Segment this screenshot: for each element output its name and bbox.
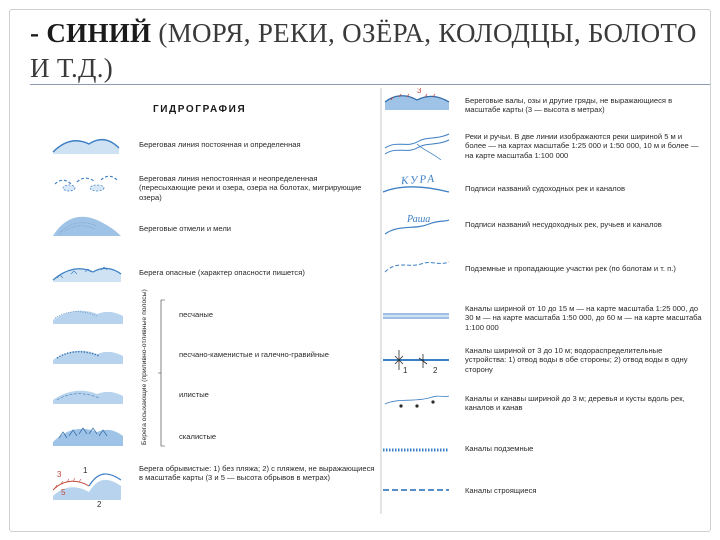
legend-left-1: Береговая линия постоянная и определенная	[139, 140, 301, 149]
legend-right-4: Подписи названий несудоходных рек, ручьев и каналов	[465, 220, 662, 229]
label-rasha: Раша	[407, 214, 431, 225]
label-cliff-h5: 5	[61, 488, 66, 497]
label-cliff-2: 2	[97, 500, 102, 509]
symbol-canal-wide	[383, 314, 449, 318]
legend-left-9: Берега обрывистые: 1) без пляжа; 2) с пляжем, не выражающиеся в масштабе карты (3 и 5 — высота обрывов в метрах)	[139, 464, 375, 483]
symbol-ditch	[385, 396, 449, 408]
symbol-rivers	[385, 134, 449, 160]
symbol-sandy-shore	[53, 311, 123, 324]
legend-right-8: Каналы и канавы шириной до 3 м; деревья и кусты вдоль рек, каналов и канав	[465, 394, 685, 413]
legend-left-2: Береговая линия непостоянная и неопределенная (пересыхающие реки и озера, озера на болотах, мигрирующие озера)	[139, 174, 362, 202]
symbol-impermanent-shoreline	[55, 176, 117, 191]
symbol-dangerous-shores	[53, 267, 121, 282]
label-cliff-h3: 3	[57, 470, 62, 479]
label-cliff-1: 1	[83, 466, 88, 475]
group-bracket	[158, 300, 165, 446]
group-label-drying-shores: Берега осыхающие (приливно-отливные полосы)	[141, 289, 148, 445]
legend-left-7: илистые	[179, 390, 209, 399]
symbol-ridges	[385, 94, 449, 110]
legend-heading: ГИДРОГРАФИЯ	[153, 104, 247, 115]
symbol-permanent-shoreline	[53, 140, 119, 154]
legend-left-3: Береговые отмели и мели	[139, 224, 232, 233]
symbol-rocky-shore	[53, 428, 123, 446]
symbol-underground-river	[385, 262, 449, 272]
label-kura: КУРА	[400, 172, 437, 188]
symbol-shallows	[53, 217, 121, 236]
label-device-1: 1	[403, 366, 408, 375]
symbol-canal-medium	[383, 350, 449, 370]
symbol-navigable-river	[383, 187, 449, 192]
title-underline	[30, 84, 710, 85]
legend-right-1: Береговые валы, озы и другие гряды, не выражающиеся в масштабе карты (3 — высота в метрах)	[465, 96, 673, 115]
legend-right-10: Каналы строящиеся	[465, 486, 537, 495]
hydrography-legend-figure	[45, 88, 710, 514]
symbol-silty-shore	[53, 391, 123, 404]
legend-right-6: Каналы шириной от 10 до 15 м — на карте масштаба 1:25 000, до 30 м — на карте масштаба 1:50 000, до 60 м — на карте масштаба 1:100 000	[465, 304, 702, 332]
legend-left-4: Берега опасные (характер опасности пишется)	[139, 268, 305, 277]
legend-left-8: скалистые	[179, 432, 217, 441]
legend-right-5: Подземные и пропадающие участки рек (по болотам и т. п.)	[465, 264, 676, 273]
legend-right-7: Каналы шириной от 3 до 10 м; водораспределительные устройства: 1) отвод воды в обе стороны; 2) отвод воды в одну сторону	[465, 346, 688, 374]
legend-left-5: песчаные	[179, 310, 214, 319]
legend-right-3: Подписи названий судоходных рек и каналов	[465, 184, 626, 193]
legend-right-2: Реки и ручьи. В две линии изображаются реки шириной 5 м и более — на картах масштабе 1:25 000 и 1:50 000, 10 м и более — на карте масштаба 1:100 000	[465, 132, 699, 160]
label-ridge-height: 3	[417, 88, 422, 95]
symbol-sandy-rocky-shore	[53, 351, 123, 364]
legend-left-6: песчано-каменистые и галечно-гравийные	[179, 350, 329, 359]
label-device-2: 2	[433, 366, 438, 375]
legend-right-9: Каналы подземные	[465, 444, 534, 453]
slide-title: - СИНИЙ (МОРЯ, РЕКИ, ОЗЁРА, КОЛОДЦЫ, БОЛОТО И Т.Д.)	[30, 18, 697, 83]
